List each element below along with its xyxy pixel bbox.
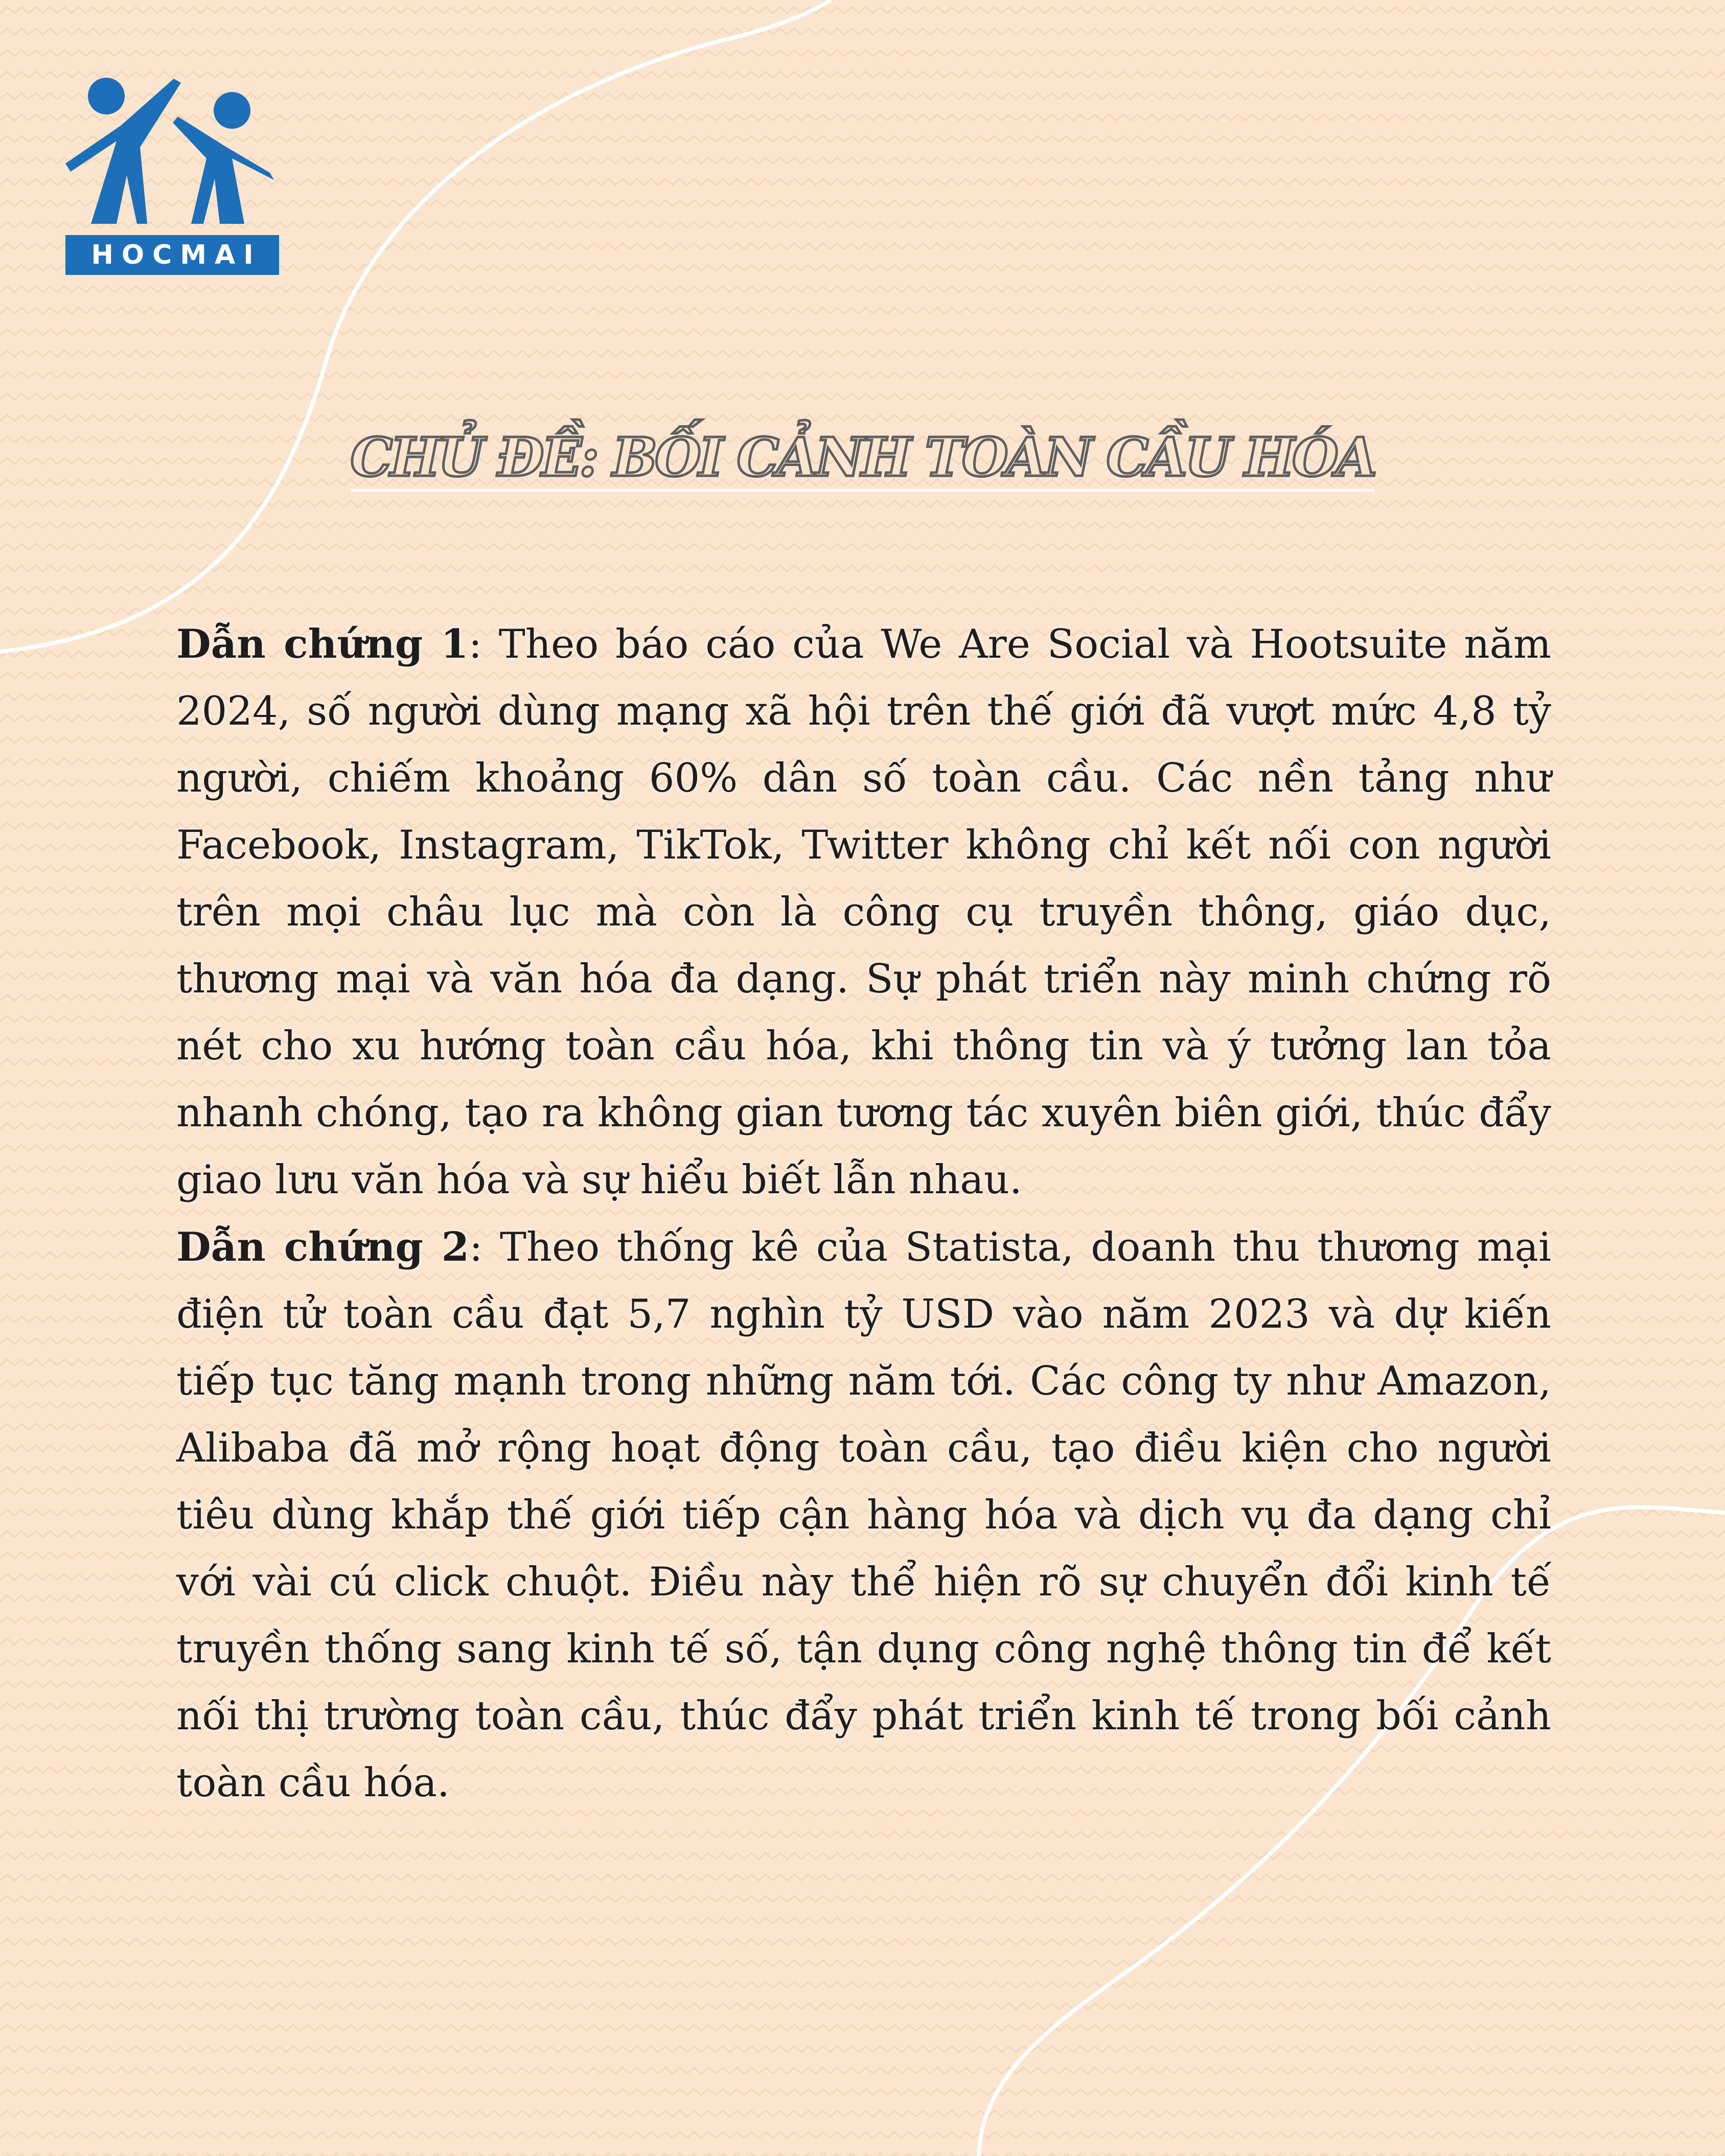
- page-title: CHỦ ĐỀ: BỐI CẢNH TOÀN CẦU HÓA: [351, 429, 1375, 492]
- logo-wordmark: [65, 235, 279, 275]
- hocmai-logo: [65, 71, 279, 275]
- topic-title-block: [0, 426, 1725, 492]
- people-logo-icon: [65, 71, 279, 229]
- evidence-paragraph-2: [176, 1214, 1551, 1817]
- evidence-label: Dẫn chứng 2: [176, 1224, 470, 1270]
- evidence-paragraph-1: [176, 611, 1551, 1214]
- evidence-label: Dẫn chứng 1: [176, 621, 469, 667]
- logo-text: HOCMAI: [91, 240, 262, 270]
- evidence-content: [176, 611, 1551, 1817]
- evidence-text: : Theo thống kê của Statista, doanh thu thương mại điện tử toàn cầu đạt 5,7 nghìn tỷ USD vào năm 2023 và dự kiến tiếp tục tăng mạnh trong những năm tới. Các công ty như Amazon, Alibaba đã mở rộng hoạt động toàn cầu, tạo điều kiện cho người tiêu dùng khắp thế giới tiếp cận hàng hóa và dịch vụ đa dạng chỉ với vài cú click chuột. Điều này thể hiện rõ sự chuyển đổi kinh tế truyền thống sang kinh tế số, tận dụng công nghệ thông tin để kết nối thị trường toàn cầu, thúc đẩy phát triển kinh tế trong bối cảnh toàn cầu hóa.: [176, 1224, 1551, 1806]
- evidence-text: : Theo báo cáo của We Are Social và Hootsuite năm 2024, số người dùng mạng xã hội trên thế giới đã vượt mức 4,8 tỷ người, chiếm khoảng 60% dân số toàn cầu. Các nền tảng như Facebook, Instagram, TikTok, Twitter không chỉ kết nối con người trên mọi châu lục mà còn là công cụ truyền thông, giáo dục, thương mại và văn hóa đa dạng. Sự phát triển này minh chứng rõ nét cho xu hướng toàn cầu hóa, khi thông tin và ý tưởng lan tỏa nhanh chóng, tạo ra không gian tương tác xuyên biên giới, thúc đẩy giao lưu văn hóa và sự hiểu biết lẫn nhau.: [176, 621, 1551, 1203]
